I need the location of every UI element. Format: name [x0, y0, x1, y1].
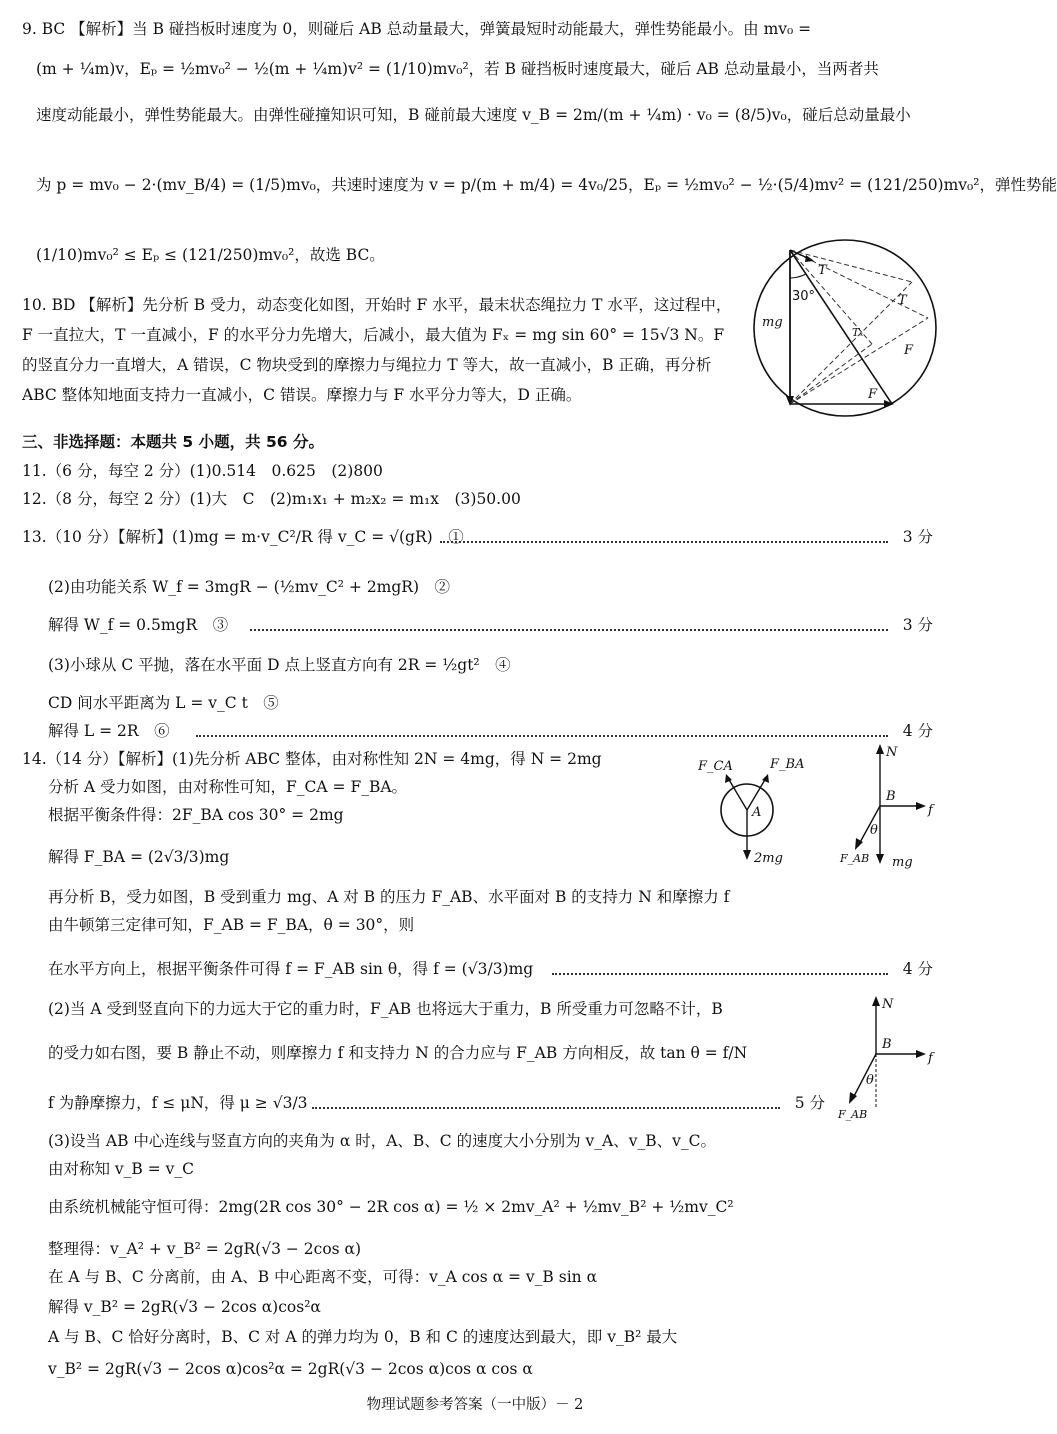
q14-line-12: 由对称知 v_B = v_C — [48, 1160, 195, 1178]
q10-fig-mg-label: mg — [762, 315, 783, 330]
q14-line-14: 整理得：v_A² + v_B² = 2gR(√3 − 2cos α) — [48, 1240, 362, 1258]
q14-line-5: 再分析 B，受力如图，B 受到重力 mg、A 对 B 的压力 F_AB、水平面对 B 的支持力 N 和摩擦力 f — [48, 888, 730, 906]
q14-ball-A-force-diagram — [692, 752, 805, 872]
q10-fig-F-label-1: F — [904, 343, 914, 358]
q10-fig-T-label-1: T — [818, 263, 827, 278]
q14-figB2-FAB-label: F_AB — [838, 1108, 868, 1121]
q13-dot-leader-3 — [196, 735, 888, 737]
q9-line-5: (1/10)mv₀² ≤ Eₚ ≤ (121/250)mv₀²，故选 BC。 — [36, 246, 385, 264]
q14-dot-leader-1 — [552, 973, 888, 975]
q9-line-1: 9. BC 【解析】当 B 碰挡板时速度为 0，则碰后 AB 总动量最大，弹簧最短时动能最大，弹性势能最小。由 mv₀ = — [22, 20, 812, 38]
q14-line-16: 解得 v_B² = 2gR(√3 − 2cos α)cos²α — [48, 1298, 321, 1316]
q14-figB2-B-label: B — [882, 1037, 892, 1052]
q14-line-13: 由系统机械能守恒可得：2mg(2R cos 30° − 2R cos α) = ½ × 2mv_A² + ½mv_B² + ½mv_C² — [48, 1198, 734, 1216]
q14-line-3: 根据平衡条件得：2F_BA cos 30° = 2mg — [48, 806, 344, 824]
q14-figB2-N-label: N — [882, 997, 894, 1012]
q13-line-5: CD 间水平距离为 L = v_C t ⑤ — [48, 694, 279, 712]
q14-line-11: (3)设当 AB 中心连线与竖直方向的夹角为 α 时，A、B、C 的速度大小分别为 v_A、v_B、v_C。 — [48, 1132, 716, 1150]
q14-line-18: v_B² = 2gR(√3 − 2cos α)cos²α = 2gR(√3 − 2cos α)cos α cos α — [48, 1360, 533, 1378]
q14-line-9: 的受力如右图，要 B 静止不动，则摩擦力 f 和支持力 N 的合力应与 F_AB 方向相反，故 tan θ = f/N — [48, 1044, 748, 1062]
q13-score-3: 4 分 — [902, 722, 933, 740]
q13-dot-leader-2 — [250, 629, 888, 631]
q14-score-2: 5 分 — [794, 1094, 825, 1112]
q13-line-2: (2)由功能关系 W_f = 3mgR − (½mv_C² + 2mgR) ② — [48, 578, 451, 596]
q13-line-3: 解得 W_f = 0.5mgR ③ — [48, 616, 229, 634]
q14-figB1-theta-label: θ — [870, 823, 878, 838]
q14-figA-FCA-label: F_CA — [698, 759, 733, 774]
q14-line-4: 解得 F_BA = (2√3/3)mg — [48, 848, 230, 866]
q10-fig-angle-label: 30° — [792, 289, 816, 304]
q12-answer: 12.（8 分，每空 2 分）(1)大 C (2)m₁x₁ + m₂x₂ = m₁x (3)50.00 — [22, 490, 521, 508]
q13-score-1: 3 分 — [902, 528, 933, 546]
q14-score-1: 4 分 — [902, 960, 933, 978]
q13-line-1: 13.（10 分）【解析】(1)mg = m·v_C²/R 得 v_C = √(gR) ① — [22, 528, 464, 546]
q14-figB2-f-label: f — [928, 1051, 933, 1066]
q10-text: 10. BD 【解析】先分析 B 受力，动态变化如图，开始时 F 水平，最末状态绳拉力 T 水平，这过程中，F 一直拉大，T 一直减小，F 的水平分力先增大，后减小，最大值为 Fₓ = mg sin 60° = 15√3 N。F 的竖直分力一直增大，A 错误，C 物块受到的摩擦力与绳拉力 T 等大，故一直减小，B 正确，再分析 ABC 整体知地面支持力一直减小，C 错误。摩擦力与 F 水平分力等大，D 正确。 — [22, 296, 732, 404]
q14-line-7: 在水平方向上，根据平衡条件可得 f = F_AB sin θ，得 f = (√3/3)mg — [48, 960, 534, 978]
q14-figA-2mg-label: 2mg — [754, 851, 783, 866]
q9-line-4: 为 p = mv₀ − 2·(mv_B/4) = (1/5)mv₀，共速时速度为 v = p/(m + m/4) = 4v₀/25，Eₚ = ½mv₀² − ½·(5/4)mv² = (121/250)mv₀²，弹性势能 — [36, 176, 1057, 194]
q14-line-6: 由牛顿第三定律可知，F_AB = F_BA，θ = 30°，则 — [48, 916, 415, 934]
q14-figB2-theta-label: θ — [866, 1073, 874, 1088]
q14-line-10: f 为静摩擦力，f ≤ μN，得 μ ≥ √3/3 — [48, 1094, 308, 1112]
q14-figB1-B-label: B — [886, 789, 896, 804]
page-footer: 物理试题参考答案（一中版）－ 2 — [366, 1397, 584, 1413]
q14-block-B-force-diagram-1 — [836, 742, 940, 876]
q13-dot-leader-1 — [440, 541, 888, 543]
section-3-heading: 三、非选择题：本题共 5 小题，共 56 分。 — [22, 433, 324, 451]
q14-line-2: 分析 A 受力如图，由对称性可知，F_CA = F_BA。 — [48, 778, 408, 796]
q14-figA-FBA-label: F_BA — [770, 757, 805, 772]
q10-fig-T-label-2: T — [898, 293, 907, 308]
q14-figA-A-label: A — [752, 805, 762, 820]
q10-fig-Tx-label: Tₓ — [852, 326, 864, 339]
q9-line-3: 速度动能最小，弹性势能最大。由弹性碰撞知识可知，B 碰前最大速度 v_B = 2m/(m + ¼m) · v₀ = (8/5)v₀，碰后总动量最小 — [36, 106, 911, 124]
q10-force-circle-diagram — [752, 238, 938, 418]
q13-line-4: (3)小球从 C 平抛，落在水平面 D 点上竖直方向有 2R = ½gt² ④ — [48, 656, 511, 674]
q10-fig-F-label-2: F — [868, 387, 878, 402]
q14-block-B-force-diagram-2 — [832, 992, 940, 1128]
q14-figB1-FAB-label: F_AB — [840, 852, 870, 865]
q14-line-17: A 与 B、C 恰好分离时，B、C 对 A 的弹力均为 0，B 和 C 的速度达到最大，即 v_B² 最大 — [48, 1328, 678, 1346]
q9-line-2: (m + ¼m)v，Eₚ = ½mv₀² − ½(m + ¼m)v² = (1/10)mv₀²，若 B 碰挡板时速度最大，碰后 AB 总动量最小，当两者共 — [36, 60, 879, 78]
q14-figB1-mg-label: mg — [892, 855, 913, 870]
q11-answer: 11.（6 分，每空 2 分）(1)0.514 0.625 (2)800 — [22, 462, 383, 480]
q13-score-2: 3 分 — [902, 616, 933, 634]
q14-dot-leader-2 — [312, 1107, 780, 1109]
q14-line-15: 在 A 与 B、C 分离前，由 A、B 中心距离不变，可得：v_A cos α = v_B sin α — [48, 1268, 598, 1286]
q14-figB1-f-label: f — [928, 803, 933, 818]
q14-line-8: (2)当 A 受到竖直向下的力远大于它的重力时，F_AB 也将远大于重力，B 所受重力可忽略不计，B — [48, 1000, 723, 1018]
q14-line-1: 14.（14 分）【解析】(1)先分析 ABC 整体，由对称性知 2N = 4mg，得 N = 2mg — [22, 750, 602, 768]
q13-line-6: 解得 L = 2R ⑥ — [48, 722, 170, 740]
q14-figB1-N-label: N — [886, 745, 898, 760]
